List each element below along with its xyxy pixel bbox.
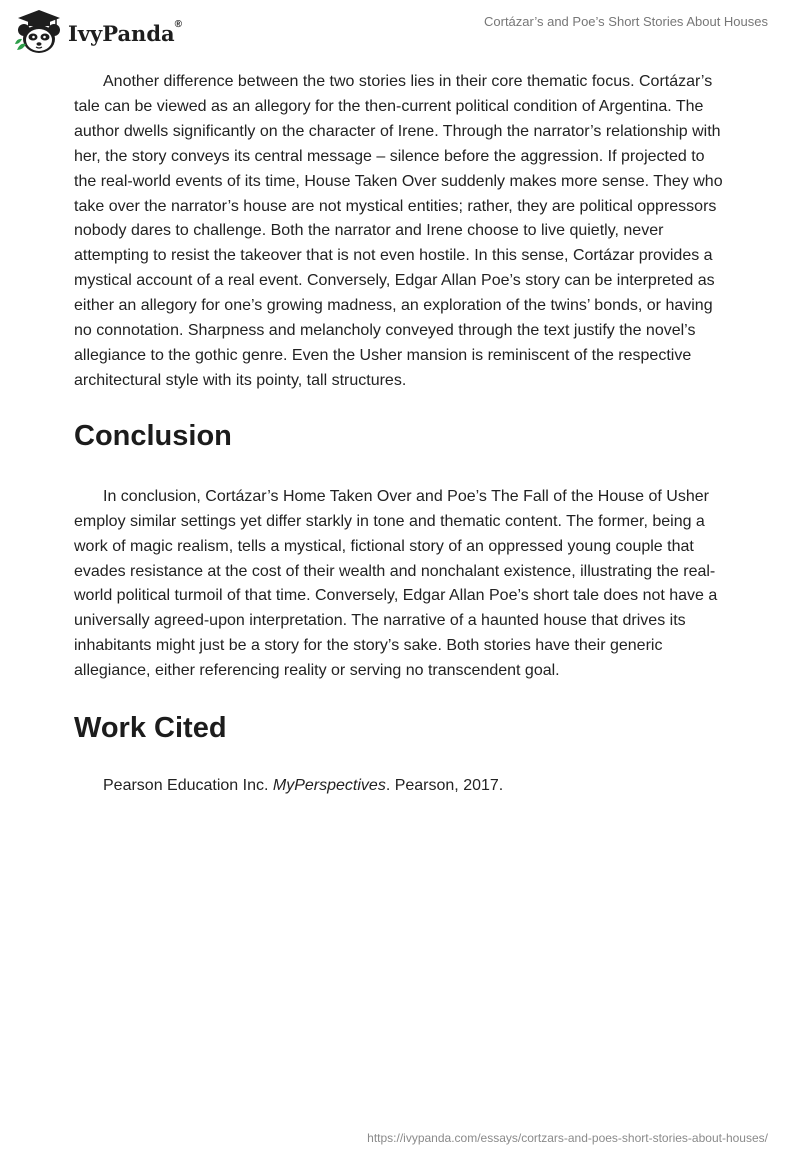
running-title: Cortázar’s and Poe’s Short Stories About Houses bbox=[484, 14, 768, 29]
registered-mark: ® bbox=[174, 18, 182, 30]
citation-entry bbox=[74, 774, 730, 799]
essay-content bbox=[74, 70, 730, 799]
panda-graduation-cap-icon bbox=[14, 8, 64, 56]
citation-title: MyPerspectives bbox=[272, 777, 386, 795]
citation-publisher: . Pearson, 2017. bbox=[385, 777, 504, 795]
body-paragraph: Another difference between the two stories lies in their core thematic focus. Cortázar’s tale can be viewed as an allegory for the then-current political condition of Argentina. The author dwells significantly on the character of Irene. Through the narrator’s relationship with her, the story conveys its central message – silence before the aggression. If projected to the real-world events of its time, House Taken Over suddenly makes more sense. They who take over the narrator’s house are not mystical entities; rather, they are political oppressors nobody dares to challenge. Both the narrator and Irene choose to live quietly, never attempting to resist the takeover that is not even hostile. In this sense, Cortázar provides a mystical account of a real event. Conversely, Edgar Allan Poe’s story can be interpreted as either an allegory for one’s growing madness, an exploration of the twins’ bonds, or having no connotation. Sharpness and melancholy conveyed through the text justify the novel’s allegiance to the gothic genre. Even the Usher mansion is reminiscent of the respective architectural style with its pointy, tall structures. bbox=[74, 73, 723, 389]
conclusion-paragraph: In conclusion, Cortázar’s Home Taken Over and Poe’s The Fall of the House of Usher employ similar settings yet differ starkly in tone and thematic content. The former, being a work of magic realism, tells a mystical, fictional story of an oppressed young couple that evades resistance at the cost of their wealth and nonchalant existence, illustrating the real-world political turmoil of that time. Conversely, Edgar Allan Poe’s short tale does not have a universally agreed-upon interpretation. The narrative of a haunted house that drives its inhabitants might just be a story for the story’s sake. Both stories have their generic allegiance, either referencing reality or serving no transcendent goal. bbox=[74, 487, 718, 680]
brand-name: IvyPanda® bbox=[68, 18, 182, 46]
page-header bbox=[0, 0, 800, 62]
ivypanda-logo[interactable] bbox=[14, 8, 182, 56]
works-cited-heading: Work Cited bbox=[74, 712, 227, 745]
conclusion-heading: Conclusion bbox=[74, 419, 232, 452]
citation-author: Pearson Education Inc. bbox=[103, 777, 273, 795]
source-url-link[interactable]: https://ivypanda.com/essays/cortzars-and-poes-short-stories-about-houses/ bbox=[367, 1131, 768, 1145]
